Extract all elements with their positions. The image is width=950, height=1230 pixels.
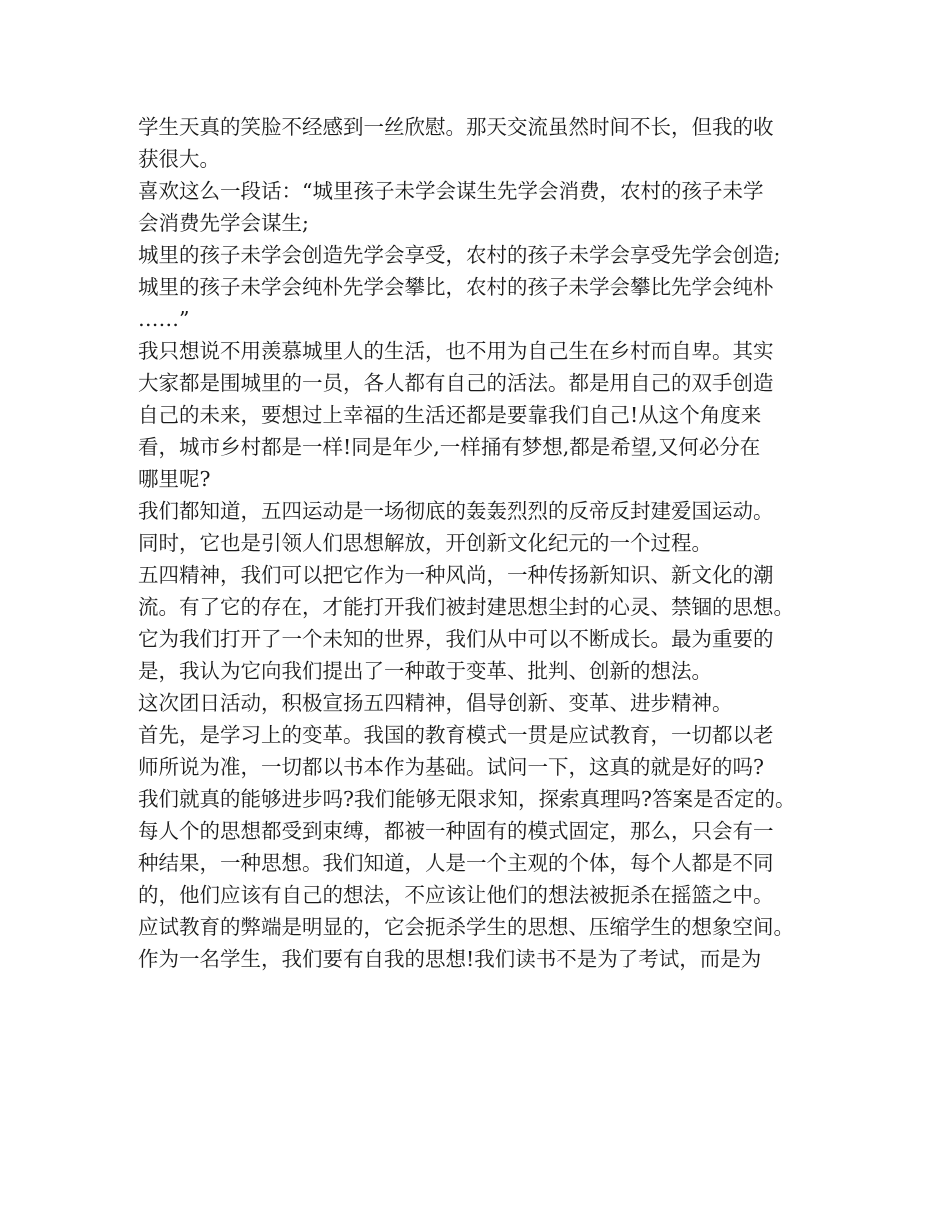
paragraph-6: 我们都知道，五四运动是一场彻底的轰轰烈烈的反帝反封建爱国运动。 同时，它也是引领人们思想解放，开创新文化纪元的一个过程。 — [138, 499, 774, 555]
paragraph-8: 这次团日活动，积极宣扬五四精神，倡导创新、变革、进步精神。 — [138, 691, 733, 715]
paragraph-2: 喜欢这么一段话：“城里孩子未学会谋生先学会消费，农村的孩子未学 会消费先学会谋生; — [138, 179, 764, 235]
paragraph-1: 学生天真的笑脸不经感到一丝欣慰。那天交流虽然时间不长，但我的收 获很大。 — [138, 115, 774, 171]
paragraph-5: 我只想说不用羡慕城里人的生活，也不用为自己生在乡村而自卑。其实 大家都是围城里的一员，各人都有自己的活法。都是用自己的双手创造 自己的未来，要想过上幸福的生活还都是要靠我们自己!从这个角度来 看，城市乡村都是一样!同是年少,一样捅有梦想,都是希望,又何必分在 哪里呢? — [138, 339, 774, 491]
paragraph-4: 城里的孩子未学会纯朴先学会攀比，农村的孩子未学会攀比先学会纯朴 ……” — [138, 275, 774, 331]
paragraph-7: 五四精神，我们可以把它作为一种风尚，一种传扬新知识、新文化的潮 流。有了它的存在，才能打开我们被封建思想尘封的心灵、禁锢的思想。 它为我们打开了一个未知的世界，我们从中可以不断成长。最为重要的 是，我认为它向我们提出了一种敢于变革、批判、创新的想法。 — [138, 563, 794, 683]
document-body — [138, 111, 818, 975]
paragraph-3: 城里的孩子未学会创造先学会享受，农村的孩子未学会享受先学会创造; — [138, 243, 781, 267]
paragraph-9: 首先，是学习上的变革。我国的教育模式一贯是应试教育，一切都以老 师所说为准，一切都以书本作为基础。试问一下，这真的就是好的吗? 我们就真的能够进步吗?我们能够无限求知，探索真理吗?答案是否定的。 每人个的思想都受到束缚，都被一种固有的模式固定，那么，只会有一 种结果，一种思想。我们知道，人是一个主观的个体，每个人都是不同 的，他们应该有自己的想法，不应该让他们的想法被扼杀在摇篮之中。 应试教育的弊端是明显的，它会扼杀学生的思想、压缩学生的想象空间。 作为一名学生，我们要有自我的思想!我们读书不是为了考试，而是为 — [138, 723, 796, 971]
